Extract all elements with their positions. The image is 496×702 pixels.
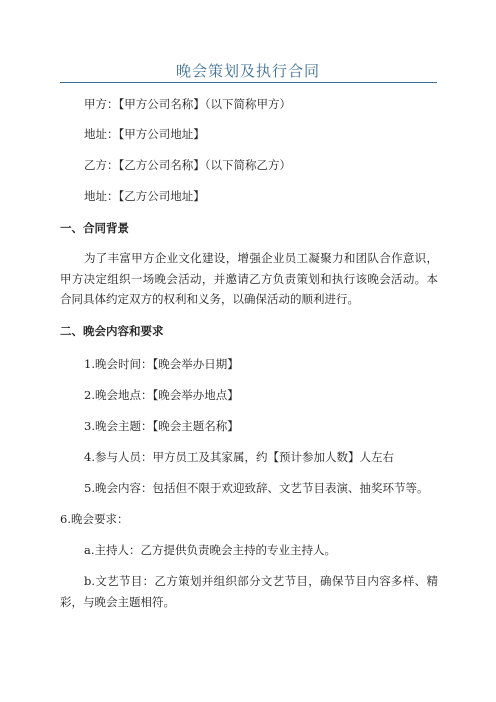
list-item-2: 2.晚会地点：【晚会举办地点】 (84, 388, 239, 402)
list-item-6: 6.晚会要求： (60, 512, 129, 526)
party-b-address: 地址：【乙方公司地址】 (84, 189, 205, 203)
document-title: 晚会策划及执行合同 (175, 62, 320, 80)
list-item-4: 4.参与人员：甲方员工及其家属，约【预计参加人数】人左右 (84, 450, 394, 464)
list-item-5: 5.晚会内容：包括但不限于欢迎致辞、文艺节目表演、抽奖环节等。 (84, 481, 429, 495)
list-item-1: 1.晚会时间：【晚会举办日期】 (84, 357, 239, 371)
list-item-6a: a.主持人：乙方提供负责晚会主持的专业主持人。 (84, 543, 337, 557)
section2-heading: 二、晚会内容和要求 (60, 324, 164, 338)
title-underline (60, 82, 437, 83)
party-a-address: 地址：【甲方公司地址】 (84, 127, 205, 141)
list-item-3: 3.晚会主题：【晚会主题名称】 (84, 419, 239, 433)
section1-body: 为了丰富甲方企业文化建设，增强企业员工凝聚力和团队合作意识，甲方决定组织一场晚会活动，并邀请乙方负责策划和执行该晚会活动。本合同具体约定双方的权利和义务，以确保活动的顺利进行。 (60, 251, 438, 306)
list-item-6b: b.文艺节目：乙方策划并组织部分文艺节目，确保节目内容多样、精彩，与晚会主题相符。 (60, 574, 438, 609)
party-b-name: 乙方：【乙方公司名称】（以下简称乙方） (84, 158, 291, 172)
party-a-name: 甲方：【甲方公司名称】（以下简称甲方） (84, 97, 291, 111)
section1-heading: 一、合同背景 (60, 221, 129, 235)
